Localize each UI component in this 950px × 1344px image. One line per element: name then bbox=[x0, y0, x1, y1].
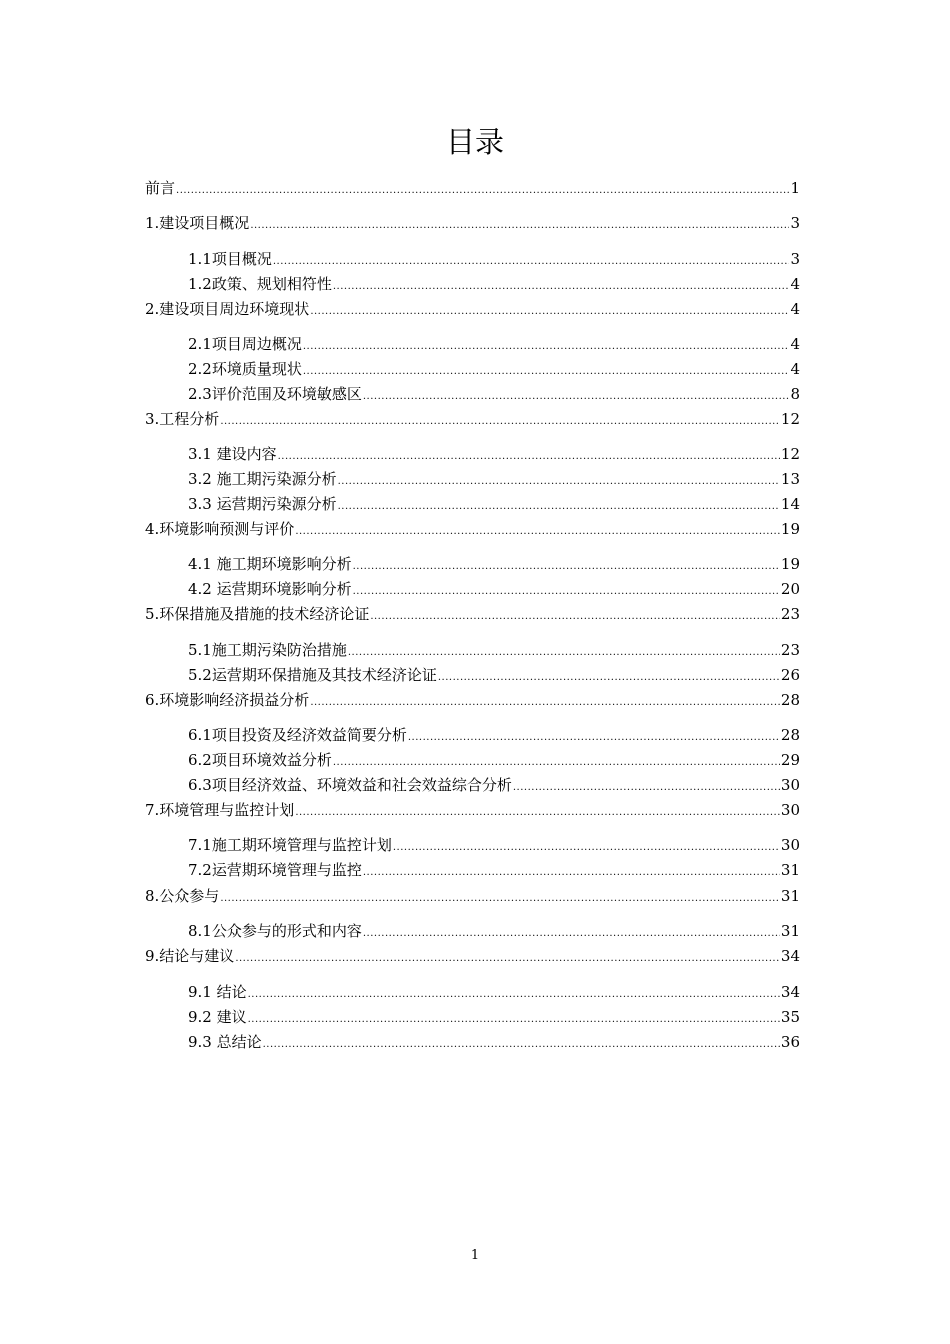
page-title: 目录 bbox=[445, 125, 504, 159]
toc-entry-label: 政策、规划相符性 bbox=[211, 275, 332, 293]
toc-entry-page: 28 bbox=[780, 691, 800, 709]
toc-entry-label: 运营期环境管理与监控 bbox=[211, 861, 362, 879]
toc-entry-label: 4.1 施工期环境影响分析 bbox=[188, 555, 352, 573]
toc-dot-leader bbox=[278, 450, 780, 464]
toc-entry-page: 31 bbox=[780, 887, 800, 905]
toc-entry-label: 3.工程分析 bbox=[145, 410, 220, 428]
toc-entry-page: 4 bbox=[790, 335, 800, 353]
toc-dot-leader bbox=[348, 646, 780, 660]
toc-entry-label: 7.环境管理与监控计划 bbox=[145, 801, 295, 819]
toc-entry-page: 4 bbox=[790, 275, 800, 293]
toc-dot-leader bbox=[220, 415, 780, 429]
toc-entry[interactable] bbox=[145, 211, 800, 233]
toc-entry-page: 19 bbox=[780, 520, 800, 538]
toc-entry[interactable] bbox=[188, 467, 800, 489]
toc-dot-leader bbox=[363, 390, 790, 404]
toc-entry-label: 3.1 建设内容 bbox=[188, 445, 277, 463]
toc-entry-number: 5.2 bbox=[188, 666, 212, 684]
toc-entry-number: 5.1 bbox=[188, 641, 212, 659]
toc-entry-page: 13 bbox=[780, 470, 800, 488]
toc-entry[interactable] bbox=[145, 944, 800, 966]
toc-entry-number: 1.2 bbox=[188, 275, 212, 293]
toc-entry-number: 2.3 bbox=[188, 385, 212, 403]
toc-entry[interactable] bbox=[188, 442, 800, 464]
toc-dot-leader bbox=[438, 671, 780, 685]
toc-entry-page: 34 bbox=[780, 947, 800, 965]
toc-entry-number: 1.1 bbox=[188, 250, 212, 268]
toc-entry-page: 36 bbox=[780, 1033, 800, 1051]
toc-entry[interactable] bbox=[188, 332, 800, 354]
toc-entry[interactable] bbox=[188, 638, 800, 660]
toc-entry-number: 2.2 bbox=[188, 360, 212, 378]
toc-dot-leader bbox=[333, 280, 790, 294]
toc-entry-page: 3 bbox=[790, 214, 800, 232]
toc-entry-label: 施工期环境管理与监控计划 bbox=[211, 836, 392, 854]
toc-dot-leader bbox=[248, 988, 780, 1002]
toc-entry-page: 19 bbox=[780, 555, 800, 573]
toc-entry[interactable] bbox=[188, 357, 800, 379]
toc-entry-page: 26 bbox=[780, 666, 800, 684]
toc-dot-leader bbox=[370, 610, 780, 624]
toc-entry-number: 7.1 bbox=[188, 836, 212, 854]
toc-entry-number: 6.1 bbox=[188, 726, 212, 744]
toc-entry[interactable] bbox=[188, 1005, 800, 1027]
toc-dot-leader bbox=[363, 866, 780, 880]
toc-entry[interactable] bbox=[188, 919, 800, 941]
toc-dot-leader bbox=[310, 305, 789, 319]
toc-entry[interactable] bbox=[145, 407, 800, 429]
toc-entry-page: 20 bbox=[780, 580, 800, 598]
toc-entry[interactable] bbox=[145, 798, 800, 820]
toc-entry[interactable] bbox=[188, 748, 800, 770]
toc-entry[interactable] bbox=[145, 517, 800, 539]
toc-entry-page: 30 bbox=[780, 801, 800, 819]
toc-entry-label: 环境质量现状 bbox=[211, 360, 302, 378]
toc-dot-leader bbox=[408, 731, 780, 745]
toc-dot-leader bbox=[363, 927, 780, 941]
toc-entry[interactable] bbox=[145, 884, 800, 906]
toc-dot-leader bbox=[263, 1038, 780, 1052]
toc-entry-number: 2.1 bbox=[188, 335, 212, 353]
toc-entry-page: 14 bbox=[780, 495, 800, 513]
toc-entry-label: 1.建设项目概况 bbox=[145, 214, 250, 232]
toc-entry-label: 6.环境影响经济损益分析 bbox=[145, 691, 310, 709]
toc-dot-leader bbox=[513, 781, 780, 795]
toc-entry[interactable] bbox=[188, 247, 800, 269]
toc-entry-page: 30 bbox=[780, 776, 800, 794]
toc-entry-page: 31 bbox=[780, 922, 800, 940]
toc-entry[interactable] bbox=[145, 688, 800, 710]
toc-dot-leader bbox=[310, 696, 780, 710]
toc-entry[interactable] bbox=[188, 552, 800, 574]
toc-entry-label: 4.环境影响预测与评价 bbox=[145, 520, 295, 538]
toc-entry[interactable] bbox=[188, 577, 800, 599]
toc-entry-label: 4.2 运营期环境影响分析 bbox=[188, 580, 352, 598]
toc-dot-leader bbox=[250, 219, 789, 233]
toc-entry-number: 6.3 bbox=[188, 776, 212, 794]
toc-dot-leader bbox=[273, 255, 790, 269]
toc-entry[interactable] bbox=[188, 980, 800, 1002]
toc-entry-label: 9.1 结论 bbox=[188, 983, 247, 1001]
toc-entry-label: 8.公众参与 bbox=[145, 887, 220, 905]
toc-entry-page: 29 bbox=[780, 751, 800, 769]
toc-entry-number: 8.1 bbox=[188, 922, 212, 940]
toc-entry-page: 31 bbox=[780, 861, 800, 879]
toc-entry-page: 1 bbox=[790, 179, 800, 197]
toc-dot-leader bbox=[333, 756, 780, 770]
toc-entry-page: 4 bbox=[790, 300, 800, 318]
toc-entry-page: 34 bbox=[780, 983, 800, 1001]
toc-dot-leader bbox=[353, 585, 780, 599]
toc-entry-label: 9.2 建议 bbox=[188, 1008, 247, 1026]
toc-entry-number: 6.2 bbox=[188, 751, 212, 769]
toc-entry-label: 项目投资及经济效益简要分析 bbox=[211, 726, 407, 744]
toc-entry[interactable] bbox=[145, 176, 800, 198]
toc-entry-label: 运营期环保措施及其技术经济论证 bbox=[211, 666, 437, 684]
toc-entry-label: 项目概况 bbox=[211, 250, 272, 268]
toc-dot-leader bbox=[338, 475, 780, 489]
toc-entry[interactable] bbox=[188, 492, 800, 514]
toc-entry[interactable] bbox=[188, 663, 800, 685]
toc-dot-leader bbox=[303, 340, 790, 354]
toc-entry-page: 8 bbox=[790, 385, 800, 403]
toc-entry-number: 7.2 bbox=[188, 861, 212, 879]
toc-dot-leader bbox=[303, 365, 790, 379]
toc-entry-label: 项目环境效益分析 bbox=[211, 751, 332, 769]
toc-entry-label: 公众参与的形式和内容 bbox=[211, 922, 362, 940]
toc-entry-label: 项目经济效益、环境效益和社会效益综合分析 bbox=[211, 776, 512, 794]
toc-dot-leader bbox=[235, 952, 780, 966]
toc-entry[interactable] bbox=[188, 858, 800, 880]
toc-entry[interactable] bbox=[188, 382, 800, 404]
toc-entry[interactable] bbox=[188, 833, 800, 855]
toc-entry[interactable] bbox=[188, 773, 800, 795]
toc-entry-page: 4 bbox=[790, 360, 800, 378]
toc-entry-page: 23 bbox=[780, 641, 800, 659]
toc-entry[interactable] bbox=[188, 723, 800, 745]
toc-entry-page: 23 bbox=[780, 605, 800, 623]
toc-entry-label: 5.环保措施及措施的技术经济论证 bbox=[145, 605, 370, 623]
toc-entry-label: 项目周边概况 bbox=[211, 335, 302, 353]
toc-entry-page: 12 bbox=[780, 445, 800, 463]
toc-entry-label: 3.3 运营期污染源分析 bbox=[188, 495, 337, 513]
toc-entry-label: 施工期污染防治措施 bbox=[211, 641, 347, 659]
page-number: 1 bbox=[470, 1248, 480, 1263]
toc-entry-label: 9.结论与建议 bbox=[145, 947, 235, 965]
toc-dot-leader bbox=[220, 892, 780, 906]
toc-entry-page: 28 bbox=[780, 726, 800, 744]
toc-entry-label: 评价范围及环境敏感区 bbox=[211, 385, 362, 403]
toc-dot-leader bbox=[295, 806, 780, 820]
toc-entry-label: 前言 bbox=[145, 179, 176, 197]
toc-dot-leader bbox=[353, 560, 780, 574]
toc-entry[interactable] bbox=[188, 1030, 800, 1052]
toc-entry-page: 12 bbox=[780, 410, 800, 428]
toc-entry[interactable] bbox=[145, 297, 800, 319]
toc-entry-label: 3.2 施工期污染源分析 bbox=[188, 470, 337, 488]
toc-entry[interactable] bbox=[145, 602, 800, 624]
toc-entry-label: 2.建设项目周边环境现状 bbox=[145, 300, 310, 318]
toc-entry-page: 3 bbox=[790, 250, 800, 268]
toc-entry-page: 35 bbox=[780, 1008, 800, 1026]
toc-dot-leader bbox=[248, 1013, 780, 1027]
toc-entry[interactable] bbox=[188, 272, 800, 294]
toc-dot-leader bbox=[176, 184, 789, 198]
toc-dot-leader bbox=[393, 841, 780, 855]
toc-dot-leader bbox=[338, 500, 780, 514]
toc-dot-leader bbox=[295, 525, 780, 539]
toc-entry-label: 9.3 总结论 bbox=[188, 1033, 262, 1051]
toc-entry-page: 30 bbox=[780, 836, 800, 854]
